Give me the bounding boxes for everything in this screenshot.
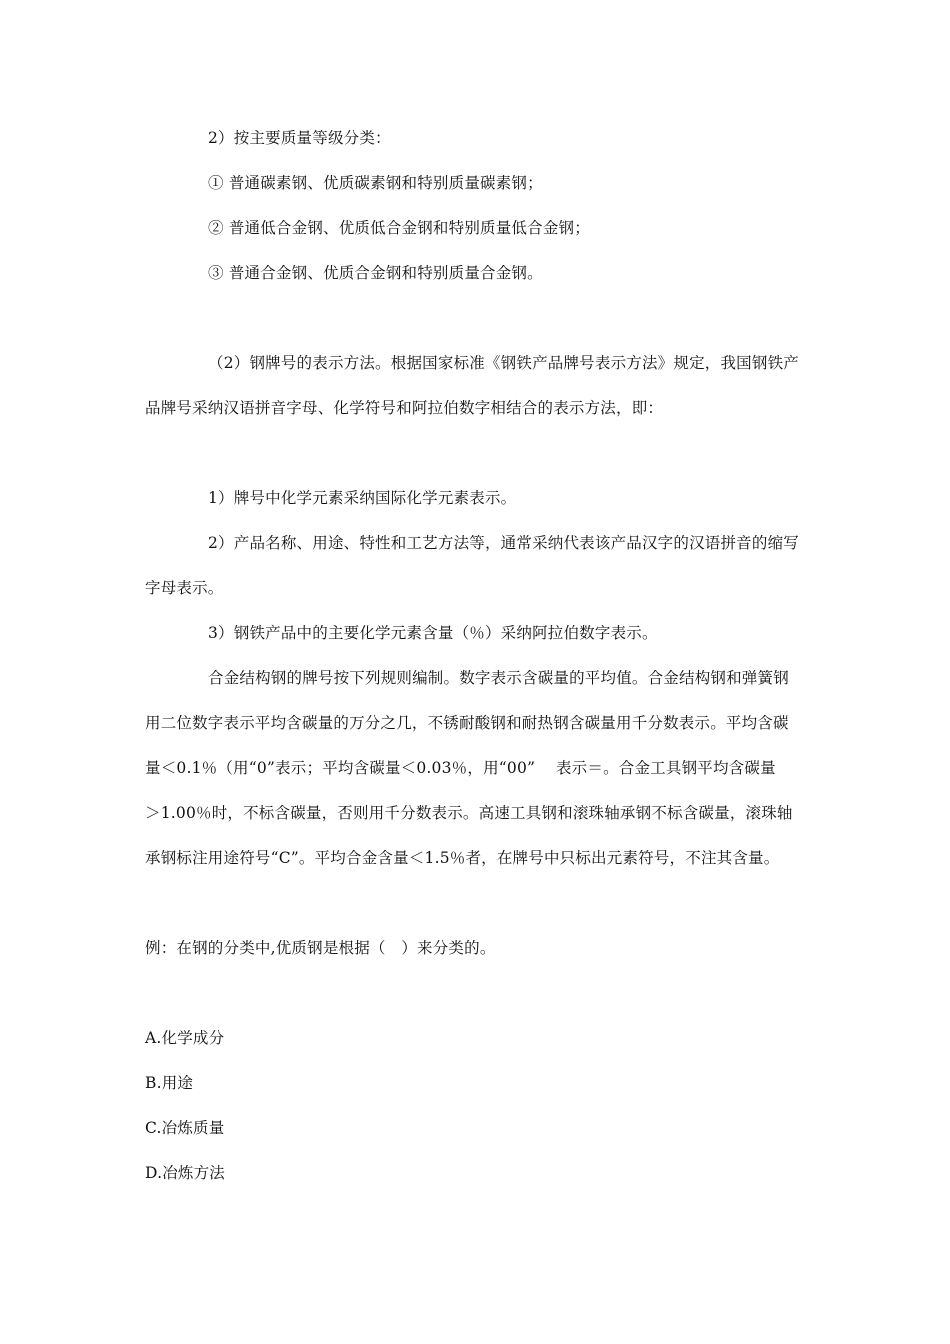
option-d: D.冶炼方法: [145, 1164, 226, 1182]
grade-notation-line-2: 品牌号采纳汉语拼音字母、化学符号和阿拉伯数字相结合的表示方法，即：: [145, 399, 664, 417]
rule-2-line-1: 2）产品名称、用途、特性和工艺方法等，通常采纳代表该产品汉字的汉语拼音的缩写: [208, 534, 799, 552]
quality-class-heading: 2）按主要质量等级分类：: [208, 129, 391, 147]
rule-1: 1）牌号中化学元素采纳国际化学元素表示。: [208, 489, 517, 507]
alloy-paragraph-line-2: 用二位数字表示平均含碳量的万分之几，不锈耐酸钢和耐热钢含碳量用千分数表示。平均含碳: [145, 714, 789, 732]
alloy-paragraph-line-3: 量＜0.1％（用“0”表示；平均含碳量＜0.03％，用“00” 表示＝。合金工具钢平均含碳量: [145, 759, 776, 777]
option-a: A.化学成分: [145, 1029, 225, 1047]
rule-3: 3）钢铁产品中的主要化学元素含量（％）采纳阿拉伯数字表示。: [208, 624, 658, 642]
alloy-paragraph-line-1: 合金结构钢的牌号按下列规则编制。数字表示含碳量的平均值。合金结构钢和弹簧钢: [208, 669, 789, 687]
alloy-paragraph-line-5: 承钢标注用途符号“C”。平均合金含量＜1.5％者，在牌号中只标出元素符号，不注其含量。: [145, 849, 780, 867]
grade-notation-line-1: （2）钢牌号的表示方法。根据国家标准《钢铁产品牌号表示方法》规定，我国钢铁产: [208, 354, 799, 372]
quality-class-item-1: ① 普通碳素钢、优质碳素钢和特别质量碳素钢；: [208, 174, 543, 192]
option-c: C.冶炼质量: [145, 1119, 225, 1137]
alloy-paragraph-line-4: ＞1.00％时，不标含碳量，否则用千分数表示。高速工具钢和滚珠轴承钢不标含碳量，滚珠轴: [145, 804, 793, 822]
quality-class-item-3: ③ 普通合金钢、优质合金钢和特别质量合金钢。: [208, 264, 543, 282]
option-b: B.用途: [145, 1074, 194, 1092]
quality-class-item-2: ② 普通低合金钢、优质低合金钢和特别质量低合金钢；: [208, 219, 590, 237]
example-question: 例：在钢的分类中,优质钢是根据（ ）来分类的。: [145, 939, 496, 957]
rule-2-line-2: 字母表示。: [145, 579, 224, 597]
